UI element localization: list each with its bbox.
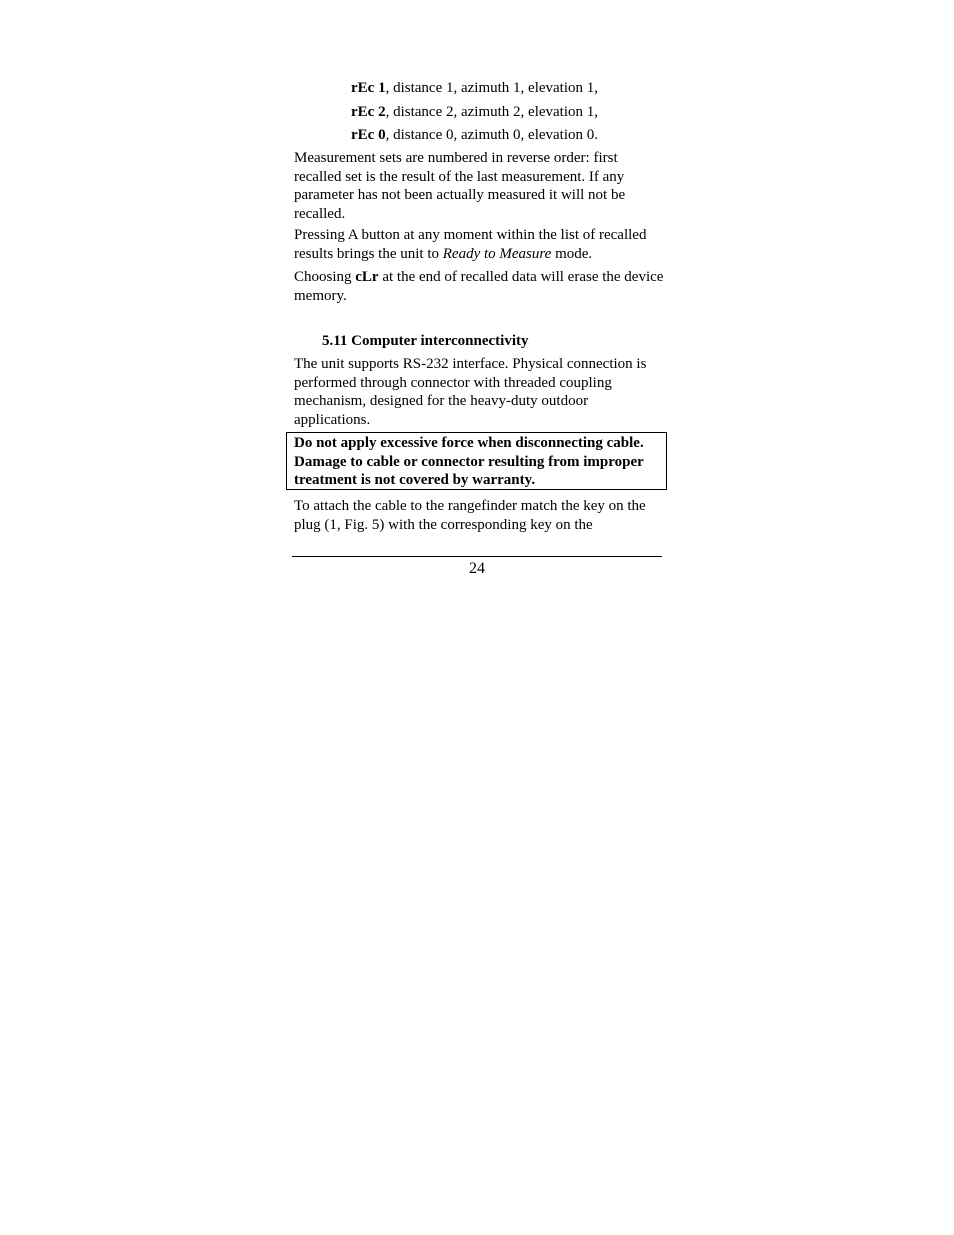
recall-code: rEc 0 [351,127,386,143]
mode-name: Ready to Measure [442,245,552,262]
text-run: Choosing [294,269,356,285]
recall-item-2 [351,103,598,122]
recall-code: rEc 1 [351,80,386,96]
recall-item-0 [351,126,598,145]
paragraph-pressing-a [294,226,666,263]
text-run: at the end of recalled data will erase the device memory. [294,269,664,304]
paragraph-reverse-order: Measurement sets are numbered in reverse order: first recalled set is the result of the last measurement. If any parameter has not been actually measured it will not be recalled. [294,150,626,222]
page-number: 24 [469,560,485,577]
paragraph-interface: The unit supports RS-232 interface. Physical connection is performed through connector with threaded coupling mechanism, designed for the heavy-duty outdoor applications. [294,356,647,428]
clear-code: cLr [355,269,379,285]
warning-text: Do not apply excessive force when disconnecting cable. Damage to cable or connector resulting from improper treatment is not covered by warranty. [294,435,644,488]
section-heading: 5.11 Computer interconnectivity [322,333,529,349]
paragraph-clear-memory [294,268,666,305]
recall-details: , distance 2, azimuth 2, elevation 1, [385,104,599,120]
recall-details: , distance 1, azimuth 1, elevation 1, [385,80,599,96]
footer-rule [292,556,662,557]
paragraph-attach-cable: To attach the cable to the rangefinder match the key on the plug (1, Fig. 5) with the corresponding key on the [294,498,646,533]
text-run: Pressing A button at any moment within the list of recalled results brings the unit to [294,227,647,262]
recall-details: , distance 0, azimuth 0, elevation 0. [385,127,599,143]
recall-item-1 [351,79,598,98]
recall-code: rEc 2 [351,104,386,120]
text-run: mode. [551,245,593,262]
